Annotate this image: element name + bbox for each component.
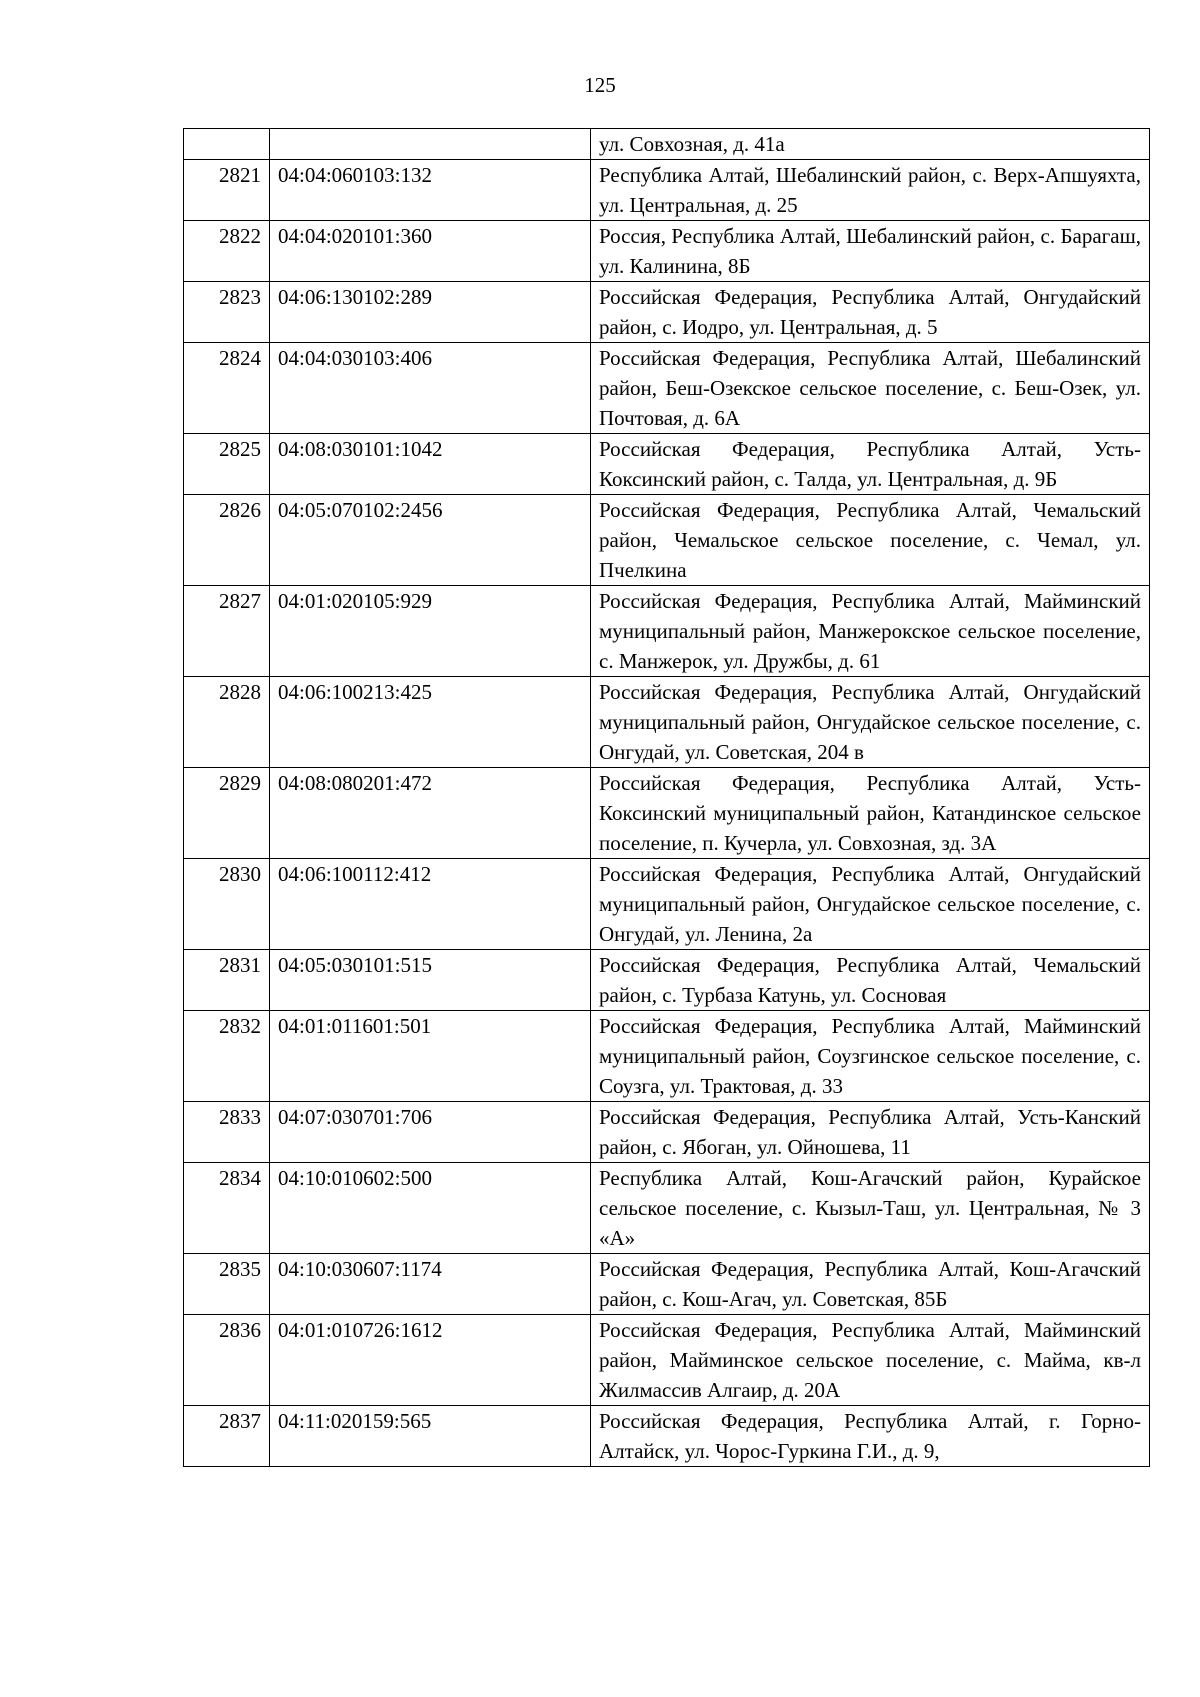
table-row	[184, 282, 1150, 343]
table-row	[184, 1163, 1150, 1254]
row-number-cell: 2832	[184, 1011, 270, 1102]
cadastral-number-cell: 04:05:070102:2456	[270, 495, 591, 586]
address-cell: Российская Федерация, Республика Алтай, Майминский муниципальный район, Соузгинское сельское поселение, с. Соузга, ул. Трактовая, д. 33	[591, 1011, 1150, 1102]
registry-table-body	[184, 129, 1150, 1467]
row-number-cell: 2833	[184, 1102, 270, 1163]
address-cell: Российская Федерация, Республика Алтай, Майминский район, Майминское сельское поселение, с. Майма, кв-л Жилмассив Алгаир, д. 20А	[591, 1315, 1150, 1406]
cadastral-number-cell: 04:10:030607:1174	[270, 1254, 591, 1315]
table-row	[184, 1011, 1150, 1102]
address-cell: Российская Федерация, Республика Алтай, Усть-Коксинский муниципальный район, Катандинское сельское поселение, п. Кучерла, ул. Совхозная, зд. 3А	[591, 768, 1150, 859]
cadastral-number-cell: 04:04:020101:360	[270, 221, 591, 282]
table-row	[184, 859, 1150, 950]
address-cell: Республика Алтай, Шебалинский район, с. Верх-Апшуяхта, ул. Центральная, д. 25	[591, 160, 1150, 221]
cadastral-number-cell: 04:01:020105:929	[270, 586, 591, 677]
row-number-cell: 2830	[184, 859, 270, 950]
row-number-cell: 2822	[184, 221, 270, 282]
address-cell: Российская Федерация, Республика Алтай, Кош-Агачский район, с. Кош-Агач, ул. Советская, 85Б	[591, 1254, 1150, 1315]
row-number-cell: 2837	[184, 1406, 270, 1467]
address-cell: Российская Федерация, Республика Алтай, Усть-Канский район, с. Ябоган, ул. Ойношева, 11	[591, 1102, 1150, 1163]
address-cell: Российская Федерация, Республика Алтай, Онгудайский район, с. Иодро, ул. Центральная, д. 5	[591, 282, 1150, 343]
row-number-cell: 2826	[184, 495, 270, 586]
row-number-cell: 2828	[184, 677, 270, 768]
cadastral-number-cell: 04:07:030701:706	[270, 1102, 591, 1163]
address-cell: Российская Федерация, Республика Алтай, г. Горно-Алтайск, ул. Чорос-Гуркина Г.И., д. 9,	[591, 1406, 1150, 1467]
table-row	[184, 1254, 1150, 1315]
table-row	[184, 495, 1150, 586]
cadastral-number-cell	[270, 129, 591, 160]
address-cell: Российская Федерация, Республика Алтай, Онгудайский муниципальный район, Онгудайское сельское поселение, с. Онгудай, ул. Советская, 204 в	[591, 677, 1150, 768]
table-row	[184, 1406, 1150, 1467]
table-row	[184, 129, 1150, 160]
cadastral-number-cell: 04:06:100112:412	[270, 859, 591, 950]
cadastral-number-cell: 04:01:010726:1612	[270, 1315, 591, 1406]
row-number-cell: 2835	[184, 1254, 270, 1315]
row-number-cell	[184, 129, 270, 160]
address-cell: Республика Алтай, Кош-Агачский район, Курайское сельское поселение, с. Кызыл-Таш, ул. Центральная, № 3 «А»	[591, 1163, 1150, 1254]
address-cell: Российская Федерация, Республика Алтай, Чемальский район, Чемальское сельское поселение, с. Чемал, ул. Пчелкина	[591, 495, 1150, 586]
property-registry-table	[183, 128, 1150, 1467]
table-row	[184, 768, 1150, 859]
address-cell: Российская Федерация, Республика Алтай, Усть-Коксинский район, с. Талда, ул. Центральная, д. 9Б	[591, 434, 1150, 495]
table-row	[184, 434, 1150, 495]
row-number-cell: 2834	[184, 1163, 270, 1254]
row-number-cell: 2825	[184, 434, 270, 495]
table-row	[184, 1315, 1150, 1406]
cadastral-number-cell: 04:05:030101:515	[270, 950, 591, 1011]
row-number-cell: 2827	[184, 586, 270, 677]
table-row	[184, 221, 1150, 282]
cadastral-number-cell: 04:08:030101:1042	[270, 434, 591, 495]
cadastral-number-cell: 04:10:010602:500	[270, 1163, 591, 1254]
row-number-cell: 2836	[184, 1315, 270, 1406]
address-cell: Российская Федерация, Республика Алтай, Майминский муниципальный район, Манжерокское сельское поселение, с. Манжерок, ул. Дружбы, д. 61	[591, 586, 1150, 677]
cadastral-number-cell: 04:11:020159:565	[270, 1406, 591, 1467]
row-number-cell: 2824	[184, 343, 270, 434]
cadastral-number-cell: 04:04:060103:132	[270, 160, 591, 221]
table-row	[184, 586, 1150, 677]
address-cell: Российская Федерация, Республика Алтай, Чемальский район, с. Турбаза Катунь, ул. Сосновая	[591, 950, 1150, 1011]
table-row	[184, 950, 1150, 1011]
address-cell: Россия, Республика Алтай, Шебалинский район, с. Барагаш, ул. Калинина, 8Б	[591, 221, 1150, 282]
row-number-cell: 2821	[184, 160, 270, 221]
address-cell: Российская Федерация, Республика Алтай, Шебалинский район, Беш-Озекское сельское поселение, с. Беш-Озек, ул. Почтовая, д. 6А	[591, 343, 1150, 434]
table-row	[184, 160, 1150, 221]
address-cell: Российская Федерация, Республика Алтай, Онгудайский муниципальный район, Онгудайское сельское поселение, с. Онгудай, ул. Ленина, 2а	[591, 859, 1150, 950]
row-number-cell: 2829	[184, 768, 270, 859]
page-number: 125	[584, 73, 616, 97]
cadastral-number-cell: 04:04:030103:406	[270, 343, 591, 434]
row-number-cell: 2831	[184, 950, 270, 1011]
address-cell: ул. Совхозная, д. 41а	[591, 129, 1150, 160]
cadastral-number-cell: 04:01:011601:501	[270, 1011, 591, 1102]
row-number-cell: 2823	[184, 282, 270, 343]
cadastral-number-cell: 04:06:130102:289	[270, 282, 591, 343]
cadastral-number-cell: 04:06:100213:425	[270, 677, 591, 768]
table-row	[184, 343, 1150, 434]
table-row	[184, 677, 1150, 768]
table-row	[184, 1102, 1150, 1163]
cadastral-number-cell: 04:08:080201:472	[270, 768, 591, 859]
